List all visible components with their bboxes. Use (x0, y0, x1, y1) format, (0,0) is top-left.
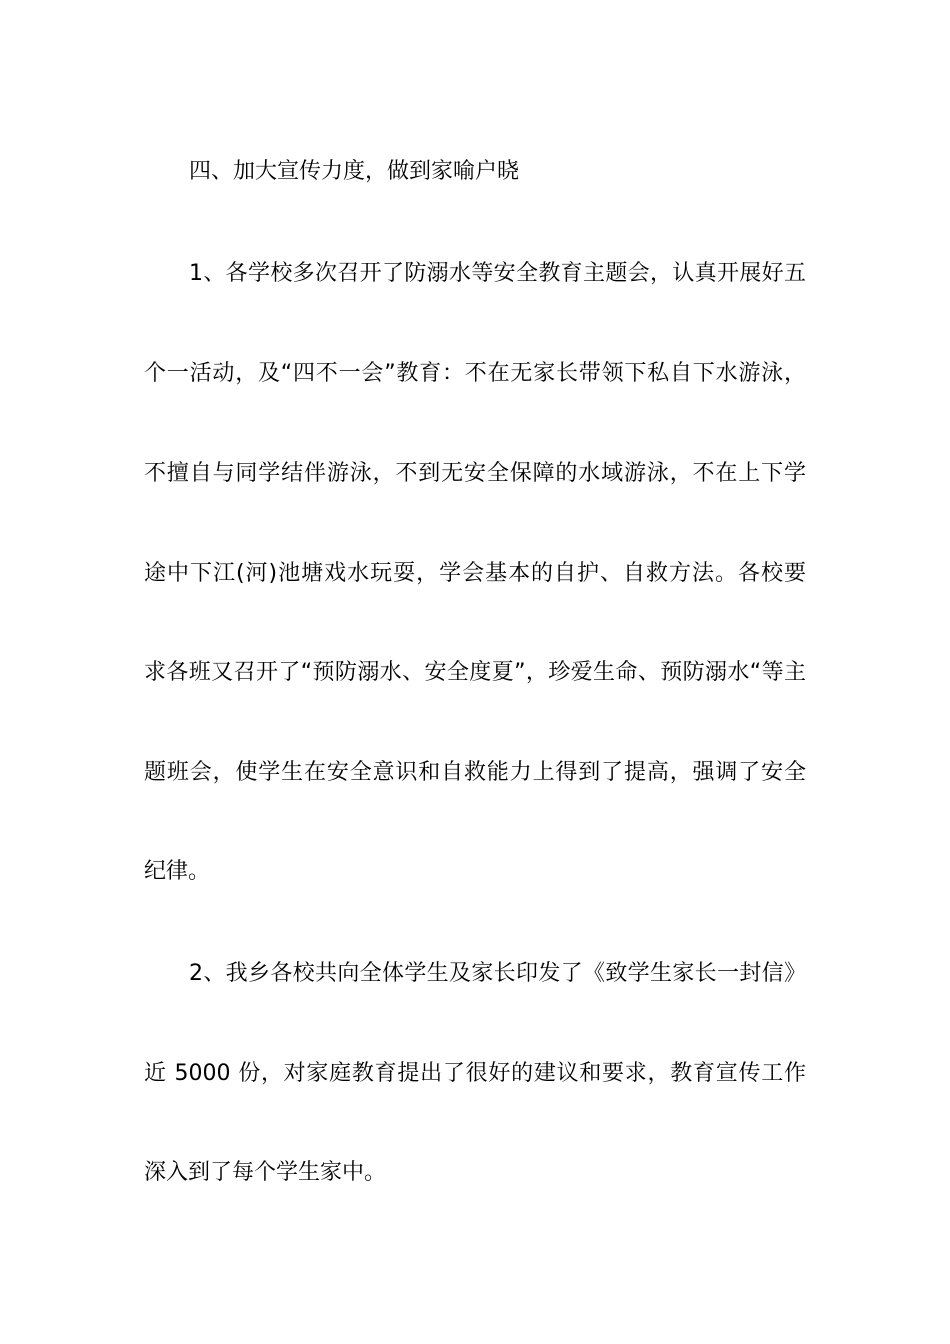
paragraph-1-line-4: 途中下江(河)池塘戏水玩耍，学会基本的自护、自救方法。各校要 (144, 561, 806, 586)
paragraph-2-line-3: 深入到了每个学生家中。 (144, 1160, 387, 1185)
paragraph-2-line-2: 近 5000 份，对家庭教育提出了很好的建议和要求，教育宣传工作 (144, 1061, 806, 1086)
paragraph-1-line-7: 纪律。 (144, 859, 211, 884)
paragraph-1-line-5: 求各班又召开了“预防溺水、安全度夏”，珍爱生命、预防溺水“等主 (144, 660, 806, 685)
paragraph-1-line-3: 不擅自与同学结伴游泳，不到无安全保障的水域游泳，不在上下学 (144, 461, 806, 486)
paragraph-1-line-1: 1、各学校多次召开了防溺水等安全教育主题会，认真开展好五 (189, 261, 806, 286)
paragraph-1-line-6: 题班会，使学生在安全意识和自救能力上得到了提高，强调了安全 (144, 760, 806, 785)
paragraph-2-line-1: 2、我乡各校共向全体学生及家长印发了《致学生家长一封信》 (189, 961, 806, 986)
section-heading: 四、加大宣传力度，做到家喻户晓 (189, 159, 520, 184)
paragraph-1-line-2: 个一活动，及“四不一会”教育：不在无家长带领下私自下水游泳， (144, 361, 806, 386)
